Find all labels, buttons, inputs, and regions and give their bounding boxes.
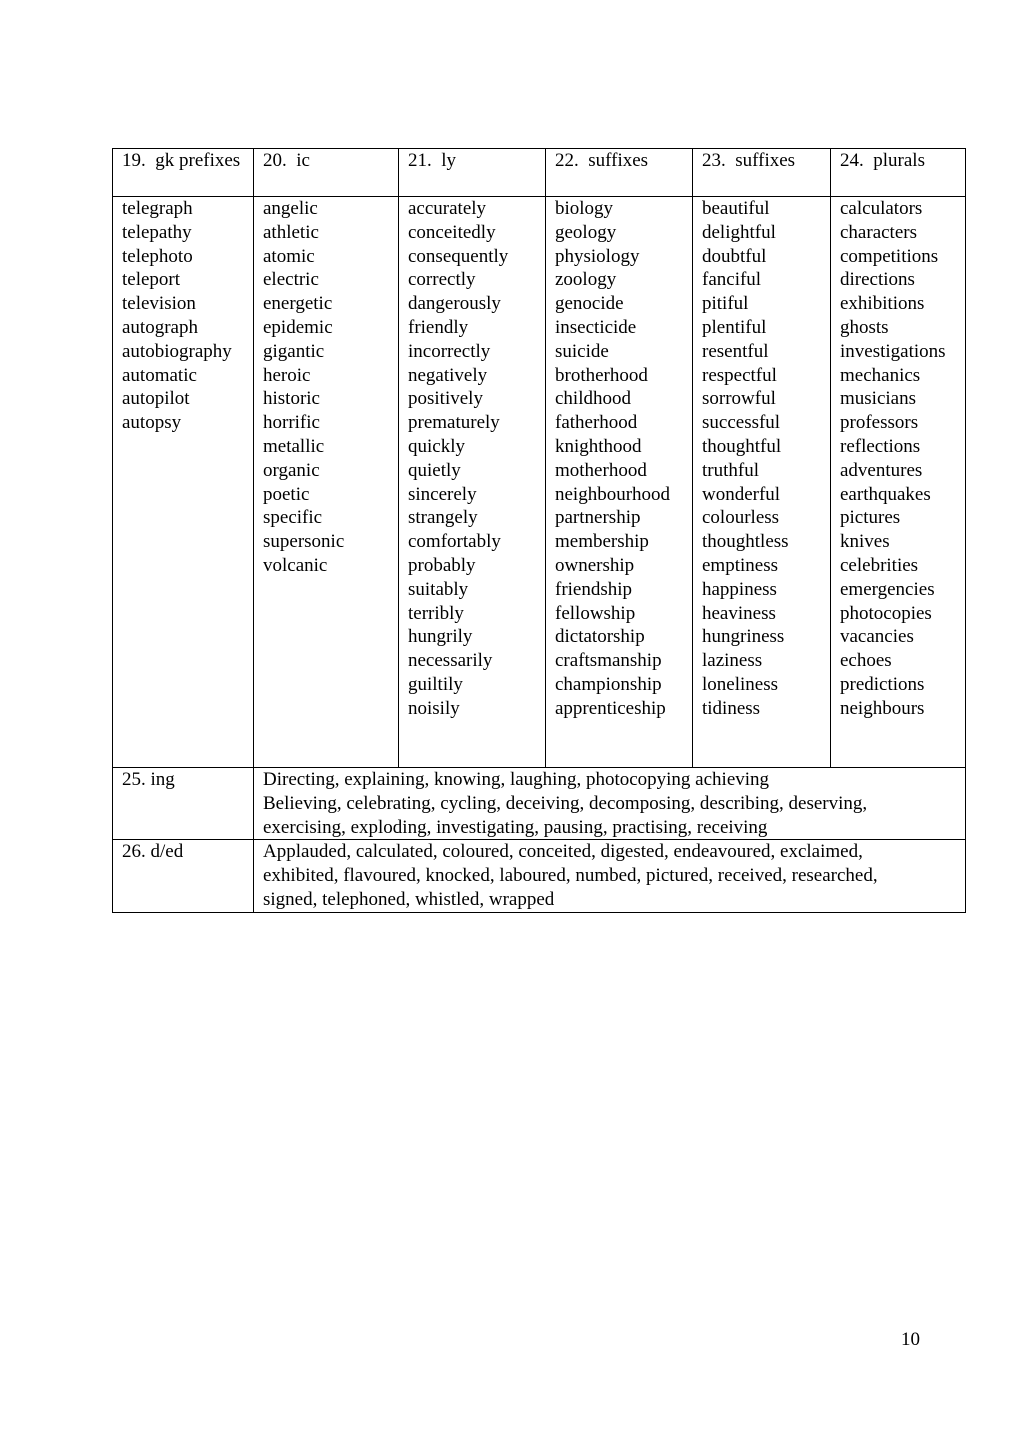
header-cell-ly: [399, 149, 546, 197]
word-item: poetic: [263, 483, 310, 505]
word-item: respectful: [702, 364, 777, 386]
word-item: knighthood: [555, 435, 642, 457]
word-item: earthquakes: [840, 483, 931, 505]
table-row-d-ed: [113, 840, 966, 912]
word-item: predictions: [840, 673, 925, 695]
word-item: celebrities: [840, 554, 919, 576]
word-item: fanciful: [702, 269, 762, 291]
word-item: professors: [840, 412, 919, 434]
word-item: neighbourhood: [555, 483, 671, 505]
word-list-plurals: [831, 197, 966, 768]
word-item: calculators: [840, 198, 923, 219]
word-item: tidiness: [702, 697, 761, 719]
word-item: emergencies: [840, 578, 935, 600]
row-label-d-ed: 26. d/ed: [113, 840, 254, 912]
row-content-d-ed: [254, 840, 966, 912]
header-cell-gk-prefixes: [113, 149, 254, 197]
row-text-line: Directing, explaining, knowing, laughing, photocopying achieving: [263, 769, 770, 790]
header-cell-suffixes-22: [546, 149, 693, 197]
word-item: sincerely: [408, 483, 477, 505]
word-item: correctly: [408, 269, 476, 291]
word-item: necessarily: [408, 650, 493, 672]
word-item: musicians: [840, 388, 916, 410]
word-item: conceitedly: [408, 221, 496, 243]
word-item: pictures: [840, 507, 901, 529]
word-item: strangely: [408, 507, 478, 529]
word-item: sorrowful: [702, 388, 776, 410]
word-item: fellowship: [555, 602, 636, 624]
word-list-ic: [254, 197, 399, 768]
word-item: insecticide: [555, 316, 637, 338]
word-item: atomic: [263, 245, 315, 267]
word-item: thoughtful: [702, 435, 782, 457]
word-item: organic: [263, 459, 320, 481]
word-item: suitably: [408, 578, 469, 600]
word-item: telegraph: [122, 198, 193, 219]
word-item: accurately: [408, 198, 487, 219]
header-label: 19. gk prefixes: [122, 150, 241, 171]
word-list-table: [112, 148, 966, 913]
word-item: delightful: [702, 221, 776, 243]
word-item: telephoto: [122, 245, 193, 267]
row-text-line: Applauded, calculated, coloured, conceited, digested, endeavoured, exclaimed,: [263, 841, 863, 863]
word-item: autobiography: [122, 340, 232, 362]
word-item: exhibitions: [840, 293, 925, 315]
word-item: terribly: [408, 602, 464, 624]
word-item: emptiness: [702, 554, 778, 576]
word-item: characters: [840, 221, 917, 243]
word-item: prematurely: [408, 412, 500, 434]
header-cell-plurals: [831, 149, 966, 197]
word-item: hungrily: [408, 626, 473, 648]
word-item: reflections: [840, 435, 921, 457]
word-item: partnership: [555, 507, 641, 529]
word-item: doubtful: [702, 245, 767, 267]
word-item: specific: [263, 507, 323, 529]
word-item: childhood: [555, 388, 631, 410]
word-item: investigations: [840, 340, 946, 362]
word-item: championship: [555, 673, 662, 695]
row-text-line: exercising, exploding, investigating, pausing, practising, receiving: [263, 816, 768, 838]
word-item: membership: [555, 531, 649, 553]
word-list-suffixes-23: [693, 197, 831, 768]
header-cell-ic: [254, 149, 399, 197]
word-item: thoughtless: [702, 531, 789, 553]
word-item: comfortably: [408, 531, 501, 553]
word-item: plentiful: [702, 316, 767, 338]
word-item: dictatorship: [555, 626, 645, 648]
word-item: autopsy: [122, 412, 182, 434]
header-cell-suffixes-23: [693, 149, 831, 197]
word-item: friendly: [408, 316, 469, 338]
word-item: athletic: [263, 221, 319, 243]
word-item: neighbours: [840, 697, 925, 719]
word-list-suffixes-22: [546, 197, 693, 768]
word-item: negatively: [408, 364, 488, 386]
word-item: hungriness: [702, 626, 785, 648]
word-item: successful: [702, 412, 781, 434]
word-item: metallic: [263, 435, 325, 457]
word-item: colourless: [702, 507, 780, 529]
word-item: telepathy: [122, 221, 192, 243]
page-number: 10: [901, 1329, 920, 1350]
word-item: happiness: [702, 578, 777, 600]
word-item: probably: [408, 554, 476, 576]
word-item: guiltily: [408, 673, 463, 695]
word-item: supersonic: [263, 531, 345, 553]
word-item: knives: [840, 531, 890, 553]
word-item: zoology: [555, 269, 617, 291]
word-item: television: [122, 293, 196, 315]
word-item: heaviness: [702, 602, 776, 624]
row-text-line: Believing, celebrating, cycling, deceiving, decomposing, describing, deserving,: [263, 792, 868, 814]
table-header-row: [113, 149, 966, 197]
word-item: noisily: [408, 697, 460, 719]
row-label-ing: 25. ing: [113, 768, 254, 840]
word-item: epidemic: [263, 316, 333, 338]
word-item: vacancies: [840, 626, 914, 648]
word-item: wonderful: [702, 483, 781, 505]
word-item: mechanics: [840, 364, 921, 386]
table-row-ing: [113, 768, 966, 840]
word-item: heroic: [263, 364, 311, 386]
header-label: 24. plurals: [840, 150, 925, 171]
word-item: motherhood: [555, 459, 647, 481]
word-item: resentful: [702, 340, 769, 362]
word-item: autograph: [122, 316, 198, 338]
word-item: ownership: [555, 554, 635, 576]
word-list-ly: [399, 197, 546, 768]
word-item: quickly: [408, 435, 465, 457]
word-item: fatherhood: [555, 412, 638, 434]
word-item: gigantic: [263, 340, 325, 362]
word-item: apprenticeship: [555, 697, 666, 719]
word-item: laziness: [702, 650, 763, 672]
word-item: automatic: [122, 364, 197, 386]
word-item: ghosts: [840, 316, 889, 338]
row-text-line: signed, telephoned, whistled, wrapped: [263, 888, 555, 910]
word-item: dangerously: [408, 293, 501, 315]
word-item: adventures: [840, 459, 923, 481]
word-item: electric: [263, 269, 319, 291]
word-item: teleport: [122, 269, 181, 291]
word-item: incorrectly: [408, 340, 491, 362]
word-item: echoes: [840, 650, 892, 672]
word-item: biology: [555, 198, 614, 219]
word-item: competitions: [840, 245, 939, 267]
word-item: historic: [263, 388, 320, 410]
header-label: 22. suffixes: [555, 150, 649, 171]
word-item: beautiful: [702, 198, 770, 219]
word-item: directions: [840, 269, 915, 291]
word-list-gk-prefixes: [113, 197, 254, 768]
word-item: volcanic: [263, 554, 328, 576]
word-item: horrific: [263, 412, 320, 434]
word-item: quietly: [408, 459, 461, 481]
word-item: pitiful: [702, 293, 749, 315]
word-item: consequently: [408, 245, 509, 267]
row-text-line: exhibited, flavoured, knocked, laboured, numbed, pictured, received, researched,: [263, 865, 878, 887]
word-item: friendship: [555, 578, 633, 600]
header-label: 20. ic: [263, 150, 310, 171]
word-item: autopilot: [122, 388, 190, 410]
word-item: positively: [408, 388, 483, 410]
row-content-ing: [254, 768, 966, 840]
word-item: genocide: [555, 293, 624, 315]
word-item: geology: [555, 221, 617, 243]
word-item: brotherhood: [555, 364, 648, 386]
word-item: angelic: [263, 198, 318, 219]
word-item: energetic: [263, 293, 333, 315]
word-item: photocopies: [840, 602, 932, 624]
word-item: craftsmanship: [555, 650, 662, 672]
header-label: 23. suffixes: [702, 150, 796, 171]
word-item: loneliness: [702, 673, 778, 695]
word-list-row: [113, 197, 966, 768]
header-label: 21. ly: [408, 150, 457, 171]
word-item: suicide: [555, 340, 609, 362]
word-item: physiology: [555, 245, 640, 267]
word-item: truthful: [702, 459, 759, 481]
